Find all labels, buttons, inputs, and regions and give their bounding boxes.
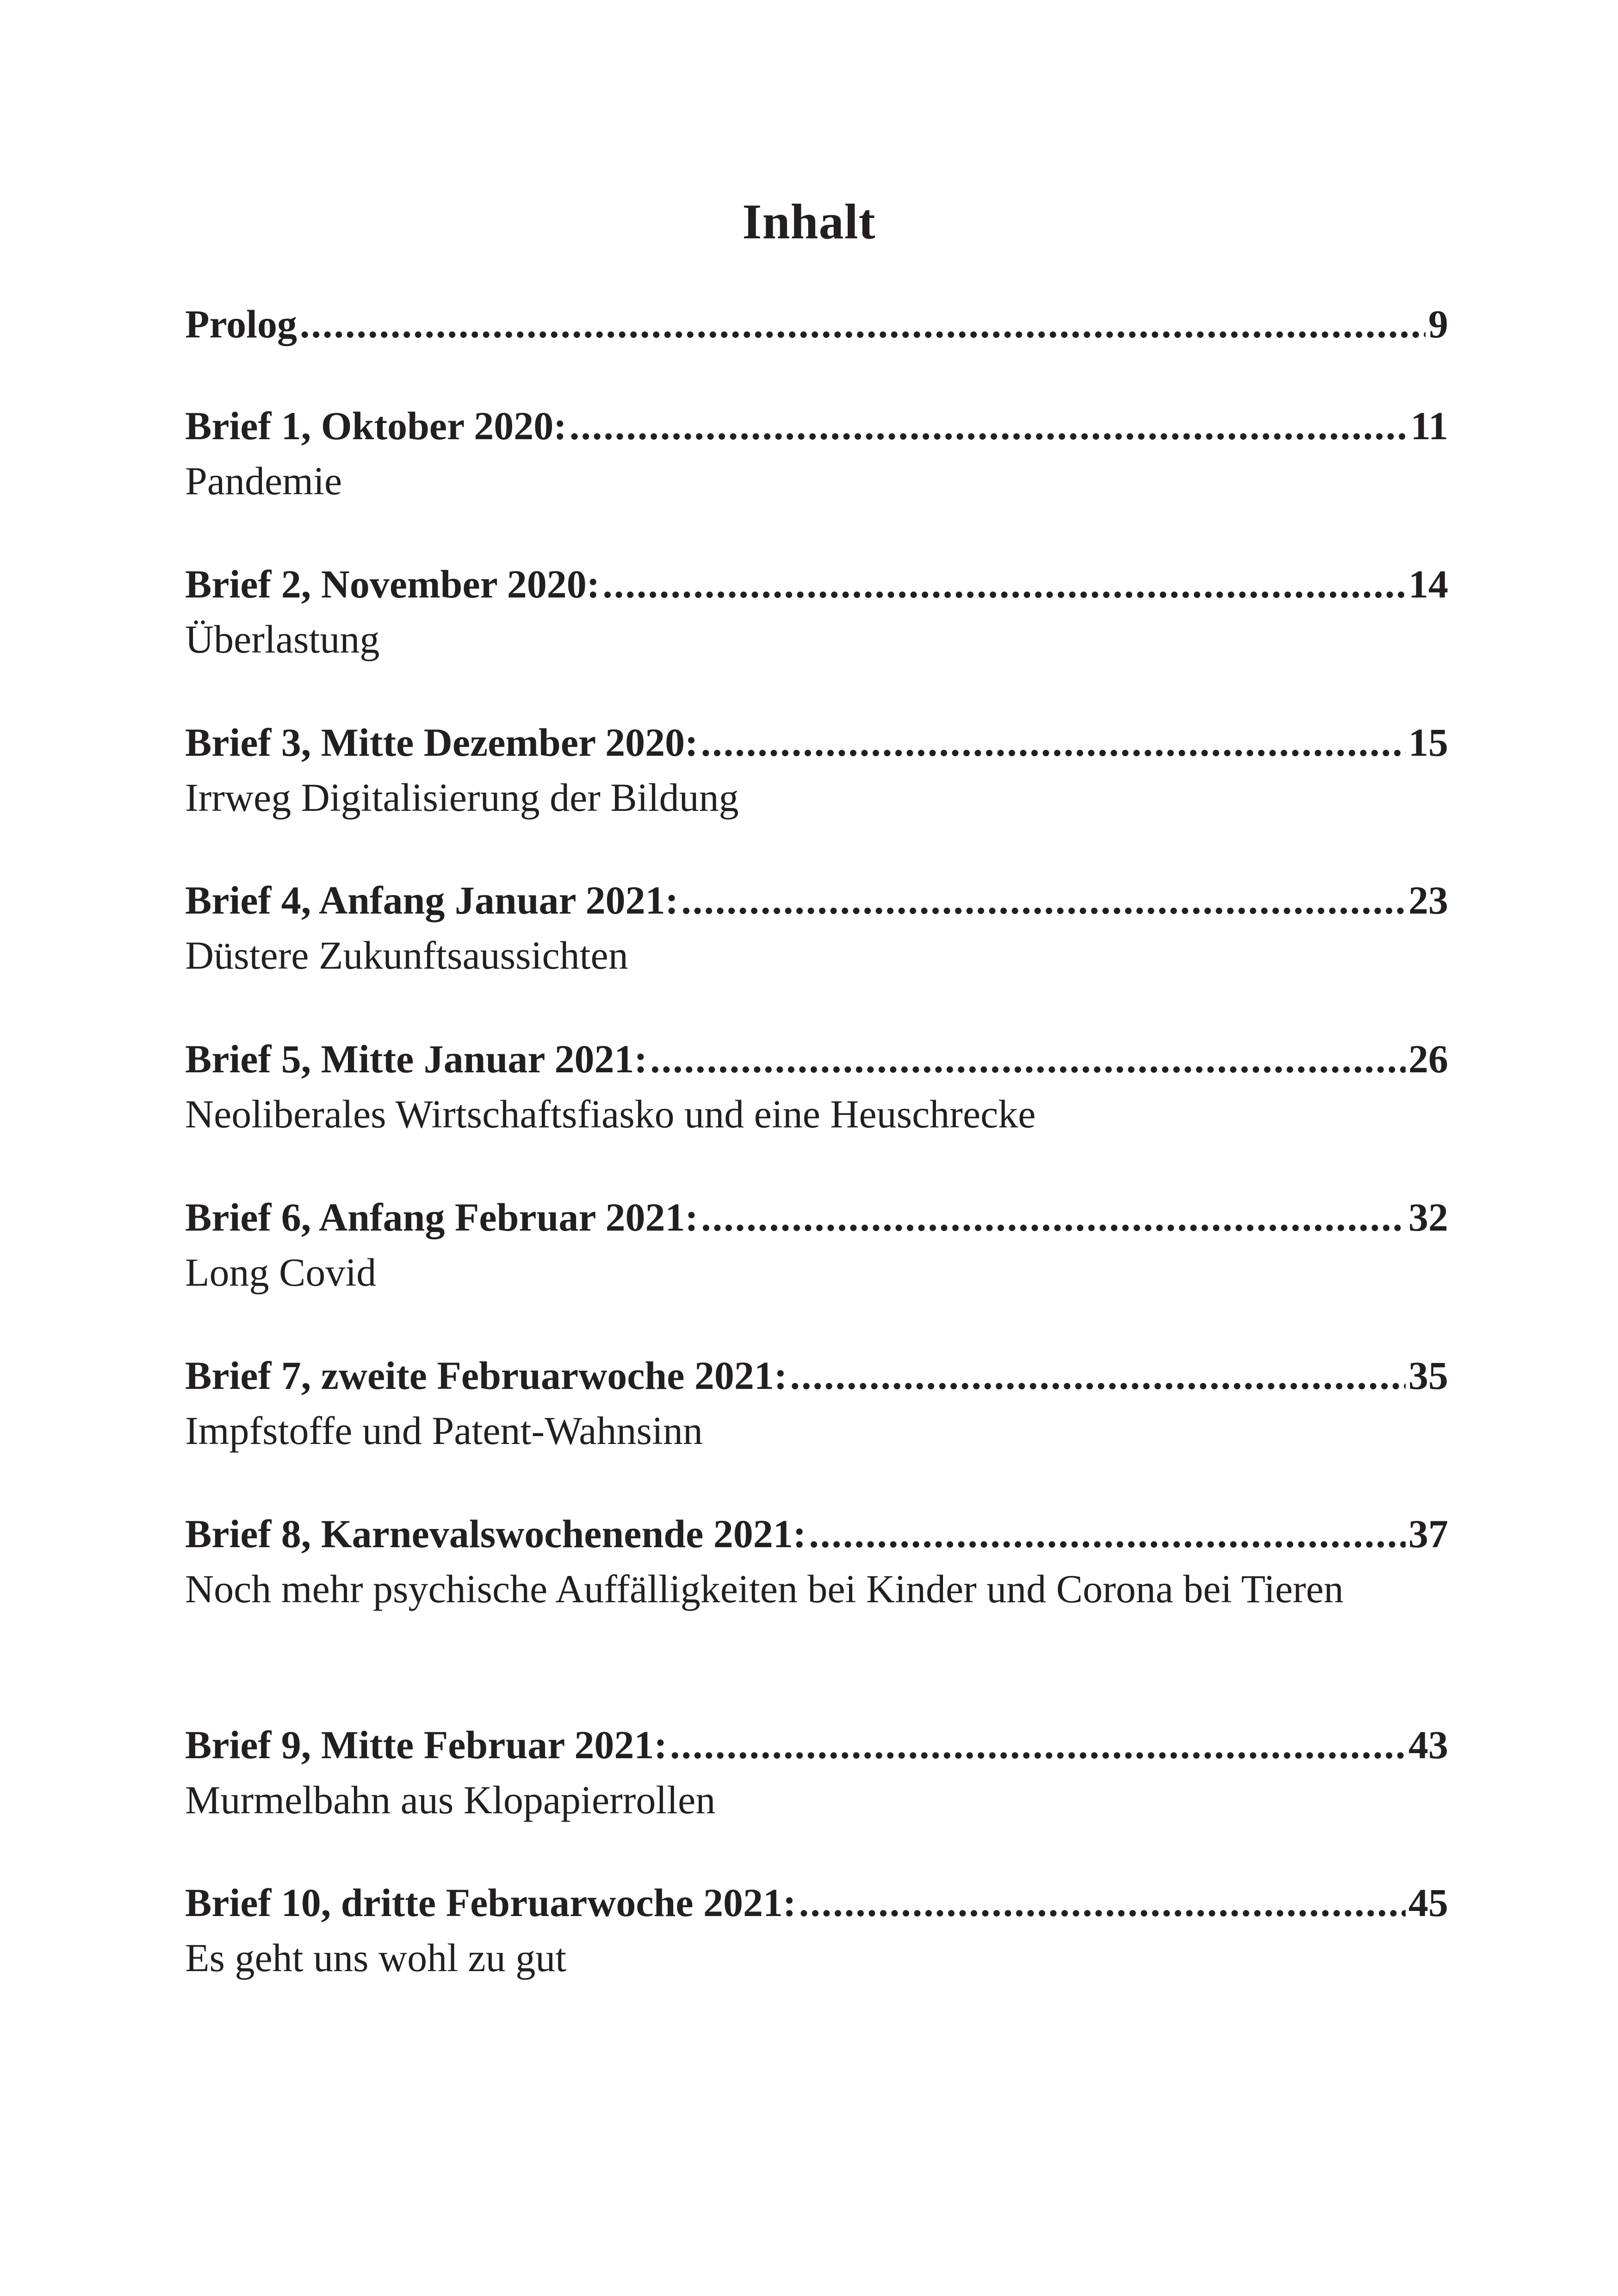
- dot-leader: [570, 398, 1408, 454]
- toc-entry-brief-2[interactable]: [185, 556, 1448, 666]
- toc-entry-title: Brief 3, Mitte Dezember 2020:: [185, 720, 698, 765]
- toc-entry-title: Brief 7, zweite Februarwoche 2021:: [185, 1353, 787, 1398]
- toc-entry-title: Brief 6, Anfang Februar 2021:: [185, 1195, 699, 1239]
- toc-entry-subtitle: Long Covid: [185, 1250, 377, 1294]
- toc-entry-heading: [185, 1031, 1448, 1087]
- toc-entry-brief-1[interactable]: [185, 398, 1448, 508]
- toc-page-number: 14: [1408, 562, 1448, 606]
- toc-page-number: 15: [1408, 720, 1448, 765]
- toc-entry-title: Brief 5, Mitte Januar 2021:: [185, 1037, 648, 1081]
- toc-page-number: 45: [1408, 1880, 1448, 1925]
- page-title: Inhalt: [742, 194, 876, 249]
- toc-entry-subtitle: Irrweg Digitalisierung der Bildung: [185, 775, 739, 820]
- toc-entry-brief-3[interactable]: [185, 715, 1448, 825]
- toc-page-number: 35: [1408, 1353, 1448, 1398]
- toc-entry-brief-7[interactable]: [185, 1348, 1448, 1458]
- toc-entry-heading: [185, 1189, 1448, 1245]
- toc-entry-heading: [185, 872, 1448, 928]
- toc-page-number: 43: [1408, 1723, 1448, 1767]
- toc-entry-title: Brief 4, Anfang Januar 2021:: [185, 878, 679, 922]
- toc-entry-title: Brief 8, Karnevalswochenende 2021:: [185, 1512, 806, 1556]
- toc-page-number: 9: [1428, 302, 1448, 346]
- dot-leader: [602, 556, 1406, 612]
- toc-page-number: 26: [1408, 1037, 1448, 1081]
- dot-leader: [799, 1875, 1406, 1930]
- toc-entry-prolog[interactable]: [185, 296, 1448, 352]
- dot-leader: [809, 1506, 1406, 1562]
- toc-entry-brief-9[interactable]: [185, 1717, 1448, 1827]
- toc-entry-heading: [185, 1348, 1448, 1403]
- toc-entry-heading: [185, 1875, 1448, 1930]
- toc-entry-subtitle: Überlastung: [185, 617, 380, 661]
- toc-entry-subtitle: Es geht uns wohl zu gut: [185, 1935, 567, 1980]
- toc-entry-brief-5[interactable]: [185, 1031, 1448, 1141]
- toc-entry-brief-8[interactable]: [185, 1506, 1448, 1616]
- toc-entry-heading: [185, 556, 1448, 612]
- toc-entry-heading: [185, 1506, 1448, 1562]
- toc-entry-subtitle: Pandemie: [185, 459, 342, 503]
- toc-page-number: 32: [1408, 1195, 1448, 1239]
- toc-entry-heading: [185, 1717, 1448, 1773]
- toc-entry-title: Brief 10, dritte Februarwoche 2021:: [185, 1880, 796, 1925]
- dot-leader: [681, 872, 1406, 928]
- dot-leader: [701, 715, 1406, 770]
- toc-entry-subtitle: Impfstoffe und Patent-Wahnsinn: [185, 1408, 703, 1453]
- toc-entry-heading: [185, 296, 1448, 352]
- toc-entry-subtitle: Murmelbahn aus Klopapierrollen: [185, 1778, 716, 1822]
- toc-entry-title: Prolog: [185, 302, 298, 346]
- dot-leader: [650, 1031, 1406, 1087]
- dot-leader: [701, 1189, 1406, 1245]
- toc-entry-brief-6[interactable]: [185, 1189, 1448, 1300]
- dot-leader: [670, 1717, 1406, 1773]
- toc-entry-subtitle: Düstere Zukunftsaussichten: [185, 933, 628, 977]
- toc-entry-subtitle: Noch mehr psychische Auffälligkeiten bei Kinder und Corona bei Tieren: [185, 1567, 1344, 1611]
- dot-leader: [300, 296, 1426, 352]
- toc-entry-title: Brief 9, Mitte Februar 2021:: [185, 1723, 668, 1767]
- toc-page-number: 11: [1410, 404, 1448, 448]
- toc-entry-title: Brief 2, November 2020:: [185, 562, 600, 606]
- toc-page-number: 37: [1408, 1512, 1448, 1556]
- toc-entry-title: Brief 1, Oktober 2020:: [185, 404, 567, 448]
- toc-entry-heading: [185, 715, 1448, 770]
- dot-leader: [790, 1348, 1406, 1403]
- toc-entry-subtitle: Neoliberales Wirtschaftsfiasko und eine Heuschrecke: [185, 1092, 1036, 1136]
- toc-page-number: 23: [1408, 878, 1448, 922]
- toc-entry-brief-4[interactable]: [185, 872, 1448, 983]
- toc-entry-heading: [185, 398, 1448, 454]
- toc-entry-brief-10[interactable]: [185, 1875, 1448, 1985]
